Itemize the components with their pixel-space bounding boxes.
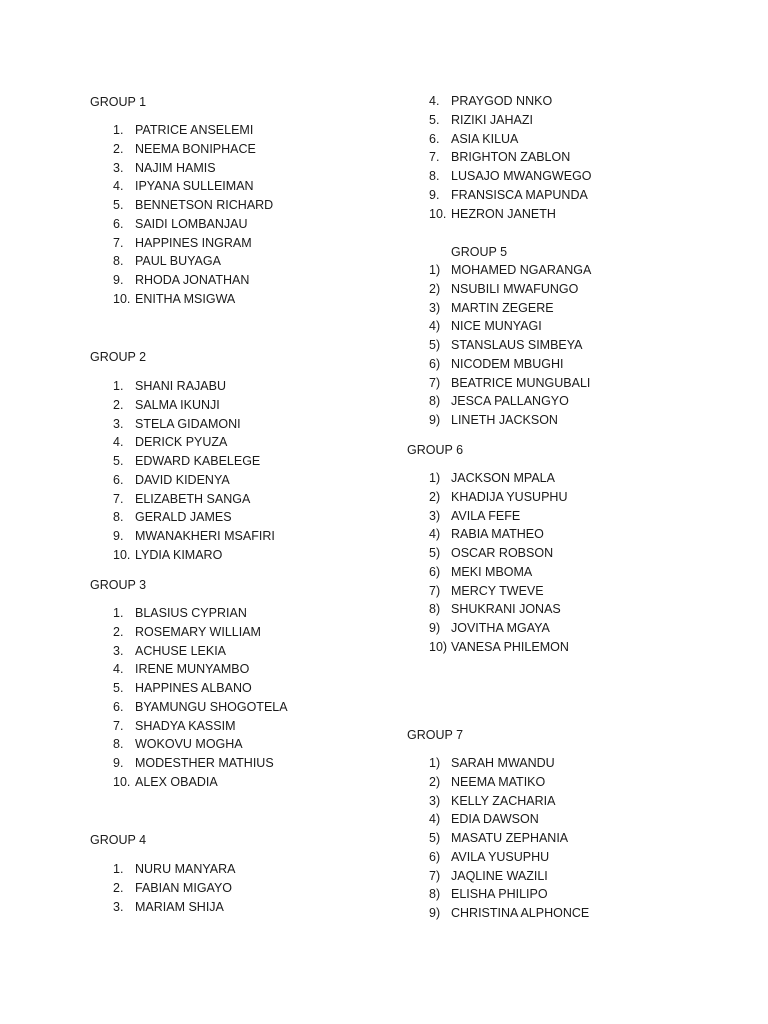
member-name: ELIZABETH SANGA xyxy=(135,491,251,506)
item-number: 2. xyxy=(113,397,124,412)
member-name: BENNETSON RICHARD xyxy=(135,198,274,212)
group-4-heading: GROUP 4 xyxy=(90,833,147,847)
item-number: 8. xyxy=(113,510,124,525)
item-number: 9. xyxy=(113,273,124,287)
member-name: ENITHA MSIGWA xyxy=(135,291,236,306)
item-number: 2) xyxy=(429,281,441,296)
item-number: 4. xyxy=(113,435,124,450)
member-name: STELA GIDAMONI xyxy=(135,416,241,431)
member-name: VANESA PHILEMON xyxy=(451,639,569,654)
member-name: MOHAMED NGARANGA xyxy=(451,263,592,277)
item-number: 2. xyxy=(113,141,124,156)
item-number: 6. xyxy=(113,216,124,231)
member-name: MASATU ZEPHANIA xyxy=(451,831,569,845)
member-name: HAPPINES INGRAM xyxy=(135,235,252,250)
member-name: MWANAKHERI MSAFIRI xyxy=(135,529,275,543)
member-name: NICODEM MBUGHI xyxy=(451,356,564,371)
member-name: RABIA MATHEO xyxy=(451,527,544,542)
item-number: 5. xyxy=(113,198,124,212)
member-name: BYAMUNGU SHOGOTELA xyxy=(135,699,288,714)
member-name: KHADIJA YUSUPHU xyxy=(451,489,568,504)
item-number: 2) xyxy=(429,489,441,504)
member-name: JESCA PALLANGYO xyxy=(451,394,569,409)
item-number: 7. xyxy=(429,150,440,165)
item-number: 1. xyxy=(113,606,124,620)
member-name: IRENE MUNYAMBO xyxy=(135,662,250,677)
member-name: RIZIKI JAHAZI xyxy=(451,112,533,127)
item-number: 8. xyxy=(113,737,124,752)
item-number: 1) xyxy=(429,263,441,277)
item-number: 3) xyxy=(429,300,441,315)
item-number: 4. xyxy=(429,94,440,108)
member-name: BEATRICE MUNGUBALI xyxy=(451,375,591,390)
member-name: AVILA YUSUPHU xyxy=(451,849,550,864)
item-number: 4. xyxy=(113,179,124,194)
member-name: MODESTHER MATHIUS xyxy=(135,756,274,770)
member-name: JAQLINE WAZILI xyxy=(451,868,548,883)
item-number: 9. xyxy=(113,529,124,543)
member-name: ELISHA PHILIPO xyxy=(451,887,548,902)
member-name: LINETH JACKSON xyxy=(451,413,558,427)
member-name: HEZRON JANETH xyxy=(451,206,556,221)
member-name: NICE MUNYAGI xyxy=(451,319,542,334)
item-number: 9) xyxy=(429,413,441,427)
item-number: 3) xyxy=(429,508,441,523)
member-name: MARIAM SHIJA xyxy=(135,899,224,914)
item-number: 8) xyxy=(429,394,441,409)
item-number: 8. xyxy=(429,169,440,183)
item-number: 6) xyxy=(429,564,441,579)
member-name: SHANI RAJABU xyxy=(135,379,226,393)
item-number: 5. xyxy=(113,454,124,468)
item-number: 8. xyxy=(113,254,124,269)
item-number: 10) xyxy=(429,639,448,654)
member-name: NSUBILI MWAFUNGO xyxy=(451,281,579,296)
item-number: 9) xyxy=(429,906,441,920)
member-name: DAVID KIDENYA xyxy=(135,472,230,487)
item-number: 6. xyxy=(113,472,124,487)
item-number: 4) xyxy=(429,319,441,334)
member-name: AVILA FEFE xyxy=(451,508,521,523)
item-number: 10. xyxy=(429,206,447,221)
item-number: 3) xyxy=(429,793,441,808)
item-number: 7. xyxy=(113,491,124,506)
group-6-heading: GROUP 6 xyxy=(407,443,464,457)
group-7-heading: GROUP 7 xyxy=(407,728,464,742)
item-number: 5) xyxy=(429,831,441,845)
member-name: CHRISTINA ALPHONCE xyxy=(451,906,590,920)
item-number: 10. xyxy=(113,774,131,789)
member-name: RHODA JONATHAN xyxy=(135,273,250,287)
member-name: JACKSON MPALA xyxy=(451,471,555,485)
item-number: 4. xyxy=(113,662,124,677)
member-name: WOKOVU MOGHA xyxy=(135,737,243,752)
item-number: 7) xyxy=(429,583,441,598)
member-name: JOVITHA MGAYA xyxy=(451,621,550,635)
member-name: ASIA KILUA xyxy=(451,131,519,146)
member-name: NEEMA BONIPHACE xyxy=(135,141,256,156)
member-name: BLASIUS CYPRIAN xyxy=(135,606,247,620)
item-number: 7) xyxy=(429,868,441,883)
item-number: 9. xyxy=(113,756,124,770)
member-name: PAUL BUYAGA xyxy=(135,254,221,269)
member-name: MERCY TWEVE xyxy=(451,583,544,598)
item-number: 7) xyxy=(429,375,441,390)
member-name: OSCAR ROBSON xyxy=(451,546,554,560)
member-name: FRANSISCA MAPUNDA xyxy=(451,187,588,202)
group-1-heading: GROUP 1 xyxy=(90,95,147,109)
group-2-heading: GROUP 2 xyxy=(90,350,147,364)
item-number: 8) xyxy=(429,602,441,617)
member-name: NAJIM HAMIS xyxy=(135,160,216,175)
member-name: NEEMA MATIKO xyxy=(451,774,546,789)
item-number: 6. xyxy=(429,131,440,146)
item-number: 5. xyxy=(113,681,124,695)
group-3-heading: GROUP 3 xyxy=(90,578,147,592)
member-name: DERICK PYUZA xyxy=(135,435,228,450)
item-number: 1. xyxy=(113,379,124,393)
member-name: MARTIN ZEGERE xyxy=(451,300,554,315)
item-number: 7. xyxy=(113,235,124,250)
item-number: 7. xyxy=(113,718,124,733)
item-number: 3. xyxy=(113,160,124,175)
member-name: SALMA IKUNJI xyxy=(135,397,220,412)
member-name: ROSEMARY WILLIAM xyxy=(135,624,261,639)
item-number: 3. xyxy=(113,416,124,431)
member-name: EDIA DAWSON xyxy=(451,812,539,827)
member-name: SARAH MWANDU xyxy=(451,756,555,770)
item-number: 2. xyxy=(113,880,124,895)
member-name: LYDIA KIMARO xyxy=(135,547,223,562)
item-number: 1. xyxy=(113,123,124,137)
member-name: PRAYGOD NNKO xyxy=(451,94,553,108)
item-number: 6. xyxy=(113,699,124,714)
item-number: 1. xyxy=(113,862,124,876)
item-number: 5) xyxy=(429,338,441,352)
item-number: 6) xyxy=(429,849,441,864)
item-number: 9) xyxy=(429,621,441,635)
member-name: SHUKRANI JONAS xyxy=(451,602,561,617)
member-name: KELLY ZACHARIA xyxy=(451,793,556,808)
member-name: MEKI MBOMA xyxy=(451,564,533,579)
item-number: 3. xyxy=(113,899,124,914)
member-name: PATRICE ANSELEMI xyxy=(135,123,254,137)
item-number: 4) xyxy=(429,812,441,827)
item-number: 1) xyxy=(429,756,441,770)
item-number: 8) xyxy=(429,887,441,902)
item-number: 3. xyxy=(113,643,124,658)
member-name: FABIAN MIGAYO xyxy=(135,880,233,895)
member-name: BRIGHTON ZABLON xyxy=(451,150,571,165)
member-name: EDWARD KABELEGE xyxy=(135,454,261,468)
item-number: 1) xyxy=(429,471,441,485)
member-name: SAIDI LOMBANJAU xyxy=(135,216,248,231)
member-name: GERALD JAMES xyxy=(135,510,232,525)
member-name: ALEX OBADIA xyxy=(135,774,218,789)
member-name: LUSAJO MWANGWEGO xyxy=(451,169,592,183)
member-name: NURU MANYARA xyxy=(135,862,236,876)
member-name: SHADYA KASSIM xyxy=(135,718,236,733)
item-number: 4) xyxy=(429,527,441,542)
member-name: ACHUSE LEKIA xyxy=(135,643,227,658)
item-number: 5) xyxy=(429,546,441,560)
item-number: 2. xyxy=(113,624,124,639)
group-5-heading: GROUP 5 xyxy=(451,245,508,259)
member-name: HAPPINES ALBANO xyxy=(135,681,252,695)
member-name: STANSLAUS SIMBEYA xyxy=(451,338,583,352)
item-number: 10. xyxy=(113,547,131,562)
item-number: 6) xyxy=(429,356,441,371)
member-name: IPYANA SULLEIMAN xyxy=(135,179,254,194)
item-number: 2) xyxy=(429,774,441,789)
item-number: 9. xyxy=(429,187,440,202)
item-number: 5. xyxy=(429,112,440,127)
item-number: 10. xyxy=(113,291,131,306)
